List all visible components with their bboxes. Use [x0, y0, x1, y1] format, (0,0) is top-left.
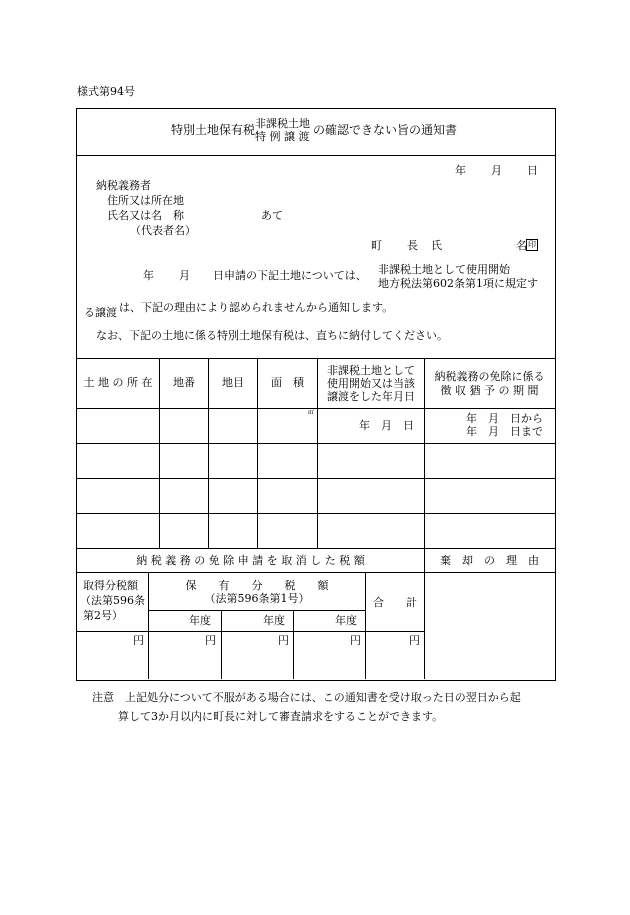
header-area: 面 積 — [271, 376, 304, 389]
reason-col-divider — [424, 548, 425, 679]
land-table-top — [77, 358, 555, 359]
acq-label-line2: （法第596条 — [80, 594, 145, 607]
title-divider — [77, 155, 555, 156]
date-day: 日 — [527, 164, 538, 177]
tax-col-divider — [365, 573, 366, 679]
note-line1: 注意 上記処分について不服がある場合には、この通知書を受け取った日の翌日から起 — [92, 691, 521, 704]
start-date: 年 月 日 — [359, 419, 414, 432]
header-start-line1: 非課税土地として — [327, 364, 415, 377]
land-row-divider — [77, 478, 555, 479]
nendo-label: 年度 — [263, 614, 285, 627]
yen-label: 円 — [205, 634, 216, 647]
body-month: 月 — [179, 269, 190, 282]
header-exempt-line1: 納税義務の免除に係る — [434, 370, 545, 383]
land-table-header-bottom — [77, 408, 555, 409]
body-line2-start: る譲渡 — [84, 306, 117, 319]
nendo-label: 年度 — [189, 614, 211, 627]
header-start-line2: 使用開始又は当該 — [327, 377, 415, 390]
holding-label-line2: （法第596条第1号） — [204, 592, 310, 605]
yen-label: 円 — [278, 634, 289, 647]
note-line2: 算して3か月以内に町長に対して審査請求をすることができます。 — [118, 710, 444, 723]
unit-area: ㎡ — [308, 409, 315, 416]
header-category: 地目 — [222, 376, 244, 389]
issuer-town: 町 — [371, 239, 382, 252]
tax-table-header: 納 税 義 務 の 免 除 申 請 を 取 消 し た 税 額 — [136, 554, 365, 567]
tax-col-divider — [293, 610, 294, 679]
seal-icon: 印 — [528, 240, 536, 249]
body-line2: は、下記の理由により認められませんから通知します。 — [119, 301, 394, 314]
issuer-shi: 氏 — [431, 239, 442, 252]
taxpayer-label: 納税義務者 — [96, 179, 151, 192]
name-label: 氏名又は名 称 — [107, 209, 184, 222]
period-from: 年 月 日から — [466, 412, 543, 425]
holding-label-line1: 保 有 分 税 額 — [185, 579, 329, 592]
acq-label-line1: 取得分税額 — [83, 579, 138, 592]
tax-col-divider — [221, 610, 222, 679]
address-label: 住所又は所在地 — [107, 194, 184, 207]
yen-label: 円 — [350, 634, 361, 647]
yen-label: 円 — [133, 634, 144, 647]
land-row-divider — [77, 443, 555, 444]
nendo-label: 年度 — [335, 614, 357, 627]
ate-label: あて — [261, 209, 283, 222]
header-lot: 地番 — [173, 376, 195, 389]
title-stack-bottom: 特 例 譲 渡 — [255, 130, 310, 143]
body-year: 年 — [143, 269, 154, 282]
body-stack-bottom: 地方税法第602条第1項に規定す — [378, 277, 538, 290]
title-prefix: 特別土地保有税 — [171, 123, 256, 137]
form-number: 様式第94号 — [77, 85, 135, 98]
title-suffix: の確認できない旨の通知書 — [313, 123, 458, 137]
land-row-divider — [77, 513, 555, 514]
issuer-chief: 長 — [407, 239, 418, 252]
representative-label: （代表者名） — [130, 224, 196, 237]
yen-label: 円 — [409, 634, 420, 647]
header-exempt-line2: 徴 収 猶 予 の 期 間 — [440, 384, 539, 397]
reason-header: 棄 却 の 理 由 — [440, 554, 539, 567]
acq-label-line3: 第2号） — [83, 609, 123, 622]
period-to: 年 月 日まで — [466, 425, 543, 438]
title-stack-top: 非課税土地 — [255, 117, 310, 130]
land-table-bottom — [77, 548, 555, 549]
date-year: 年 — [455, 164, 466, 177]
header-start-line3: 譲渡をした年月日 — [327, 390, 415, 403]
body-day-request: 日申請の下記土地については、 — [213, 269, 367, 282]
header-location: 土 地 の 所 在 — [83, 376, 153, 389]
total-label: 合 計 — [373, 596, 417, 609]
issuer-mei: 名 — [516, 239, 527, 252]
holding-divider — [148, 610, 365, 611]
date-month: 月 — [491, 164, 502, 177]
body-line3: なお、下記の土地に係る特別土地保有税は、直ちに納付してください。 — [96, 329, 448, 342]
tax-row-divider — [77, 631, 425, 632]
body-stack-top: 非課税土地として使用開始 — [378, 263, 510, 276]
